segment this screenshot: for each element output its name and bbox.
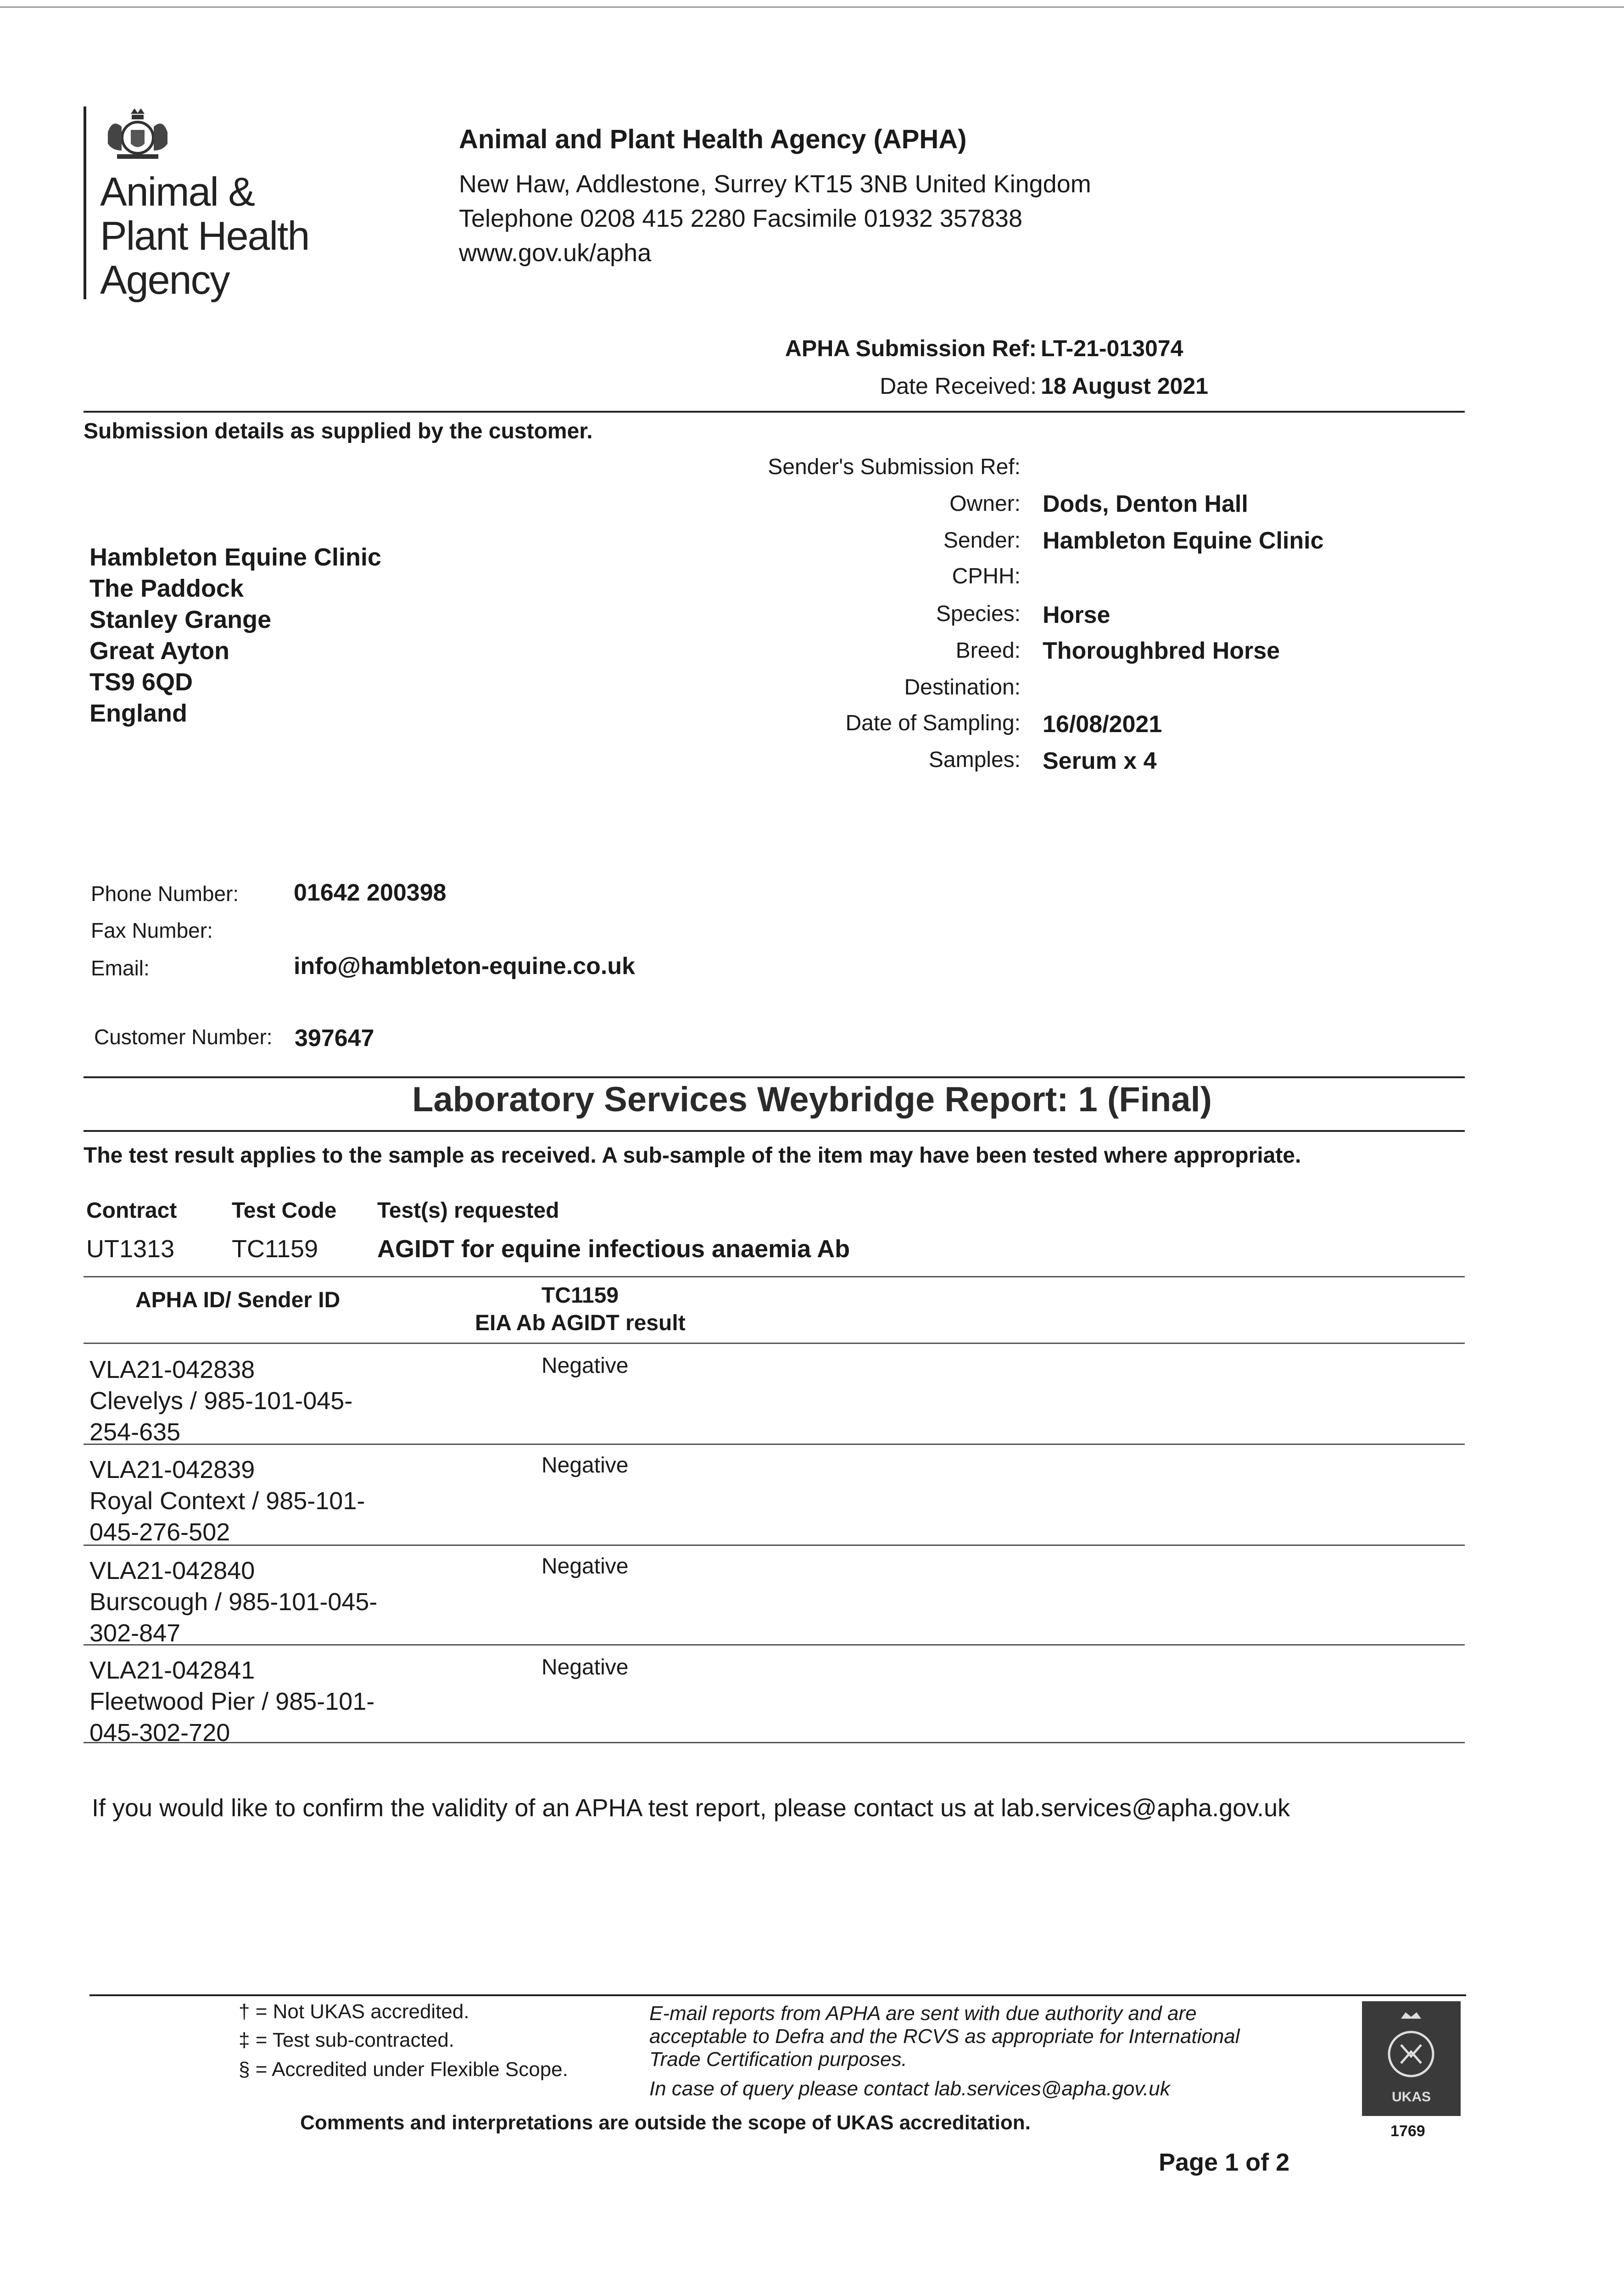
email-label: Email: bbox=[91, 956, 150, 980]
footnote-not-accredited: † = Not UKAS accredited. bbox=[239, 2000, 469, 2023]
sample-id: VLA21-042840 bbox=[89, 1557, 255, 1584]
samples-label: Samples: bbox=[928, 748, 1021, 772]
comments-note: Comments and interpretations are outside the scope of UKAS accreditation. bbox=[300, 2111, 1031, 2134]
org-website: www.gov.uk/apha bbox=[459, 239, 652, 267]
address-line: Great Ayton bbox=[89, 637, 230, 665]
sender-ref-label: Sender's Submission Ref: bbox=[768, 455, 1021, 479]
result-value: Negative bbox=[541, 1655, 629, 1679]
customer-number-value: 397647 bbox=[295, 1025, 374, 1052]
header-divider bbox=[84, 411, 1465, 413]
table-divider bbox=[84, 1545, 1465, 1546]
tests-requested-header: Test(s) requested bbox=[377, 1198, 559, 1223]
test-code-header: Test Code bbox=[232, 1198, 337, 1223]
customer-address bbox=[89, 542, 381, 729]
org-name: Animal and Plant Health Agency (APHA) bbox=[459, 124, 967, 154]
submission-details-note: Submission details as supplied by the customer. bbox=[84, 419, 593, 443]
sample-id: VLA21-042841 bbox=[89, 1657, 255, 1684]
species-label: Species: bbox=[936, 602, 1021, 626]
query-note: In case of query please contact lab.services@apha.gov.uk bbox=[649, 2077, 1170, 2100]
logo-bar bbox=[84, 106, 86, 299]
sender-id: Royal Context / 985-101- bbox=[89, 1487, 365, 1515]
result-row-id bbox=[89, 1454, 411, 1548]
result-row-id bbox=[89, 1354, 411, 1448]
species-value: Horse bbox=[1043, 602, 1111, 628]
email-note-line: acceptable to Defra and the RCVS as appropriate for International bbox=[649, 2025, 1240, 2048]
owner-label: Owner: bbox=[949, 492, 1021, 516]
footnote-flexible-scope: § = Accredited under Flexible Scope. bbox=[239, 2058, 568, 2081]
report-bottom-divider bbox=[84, 1130, 1465, 1132]
address-line: The Paddock bbox=[89, 575, 244, 602]
table-divider bbox=[84, 1644, 1465, 1646]
results-code-header: TC1159 bbox=[541, 1283, 619, 1308]
table-divider bbox=[84, 1742, 1465, 1743]
sampling-date-label: Date of Sampling: bbox=[845, 711, 1021, 735]
customer-number-label: Customer Number: bbox=[94, 1025, 273, 1049]
table-divider bbox=[84, 1343, 1465, 1344]
email-note-line: E-mail reports from APHA are sent with due authority and are bbox=[649, 2002, 1197, 2025]
logo-line-3: Agency bbox=[100, 257, 229, 302]
org-phone-fax: Telephone 0208 415 2280 Facsimile 01932 357838 bbox=[459, 205, 1022, 232]
contract-header: Contract bbox=[86, 1198, 177, 1223]
ukas-number: 1769 bbox=[1390, 2122, 1425, 2140]
sender-id: 254-635 bbox=[89, 1418, 181, 1446]
sample-id: VLA21-042839 bbox=[89, 1456, 255, 1483]
sender-id: 302-847 bbox=[89, 1619, 181, 1647]
report-top-divider bbox=[84, 1076, 1465, 1078]
sender-id: Clevelys / 985-101-045- bbox=[89, 1387, 353, 1415]
table-divider bbox=[84, 1444, 1465, 1445]
email-note-line: Trade Certification purposes. bbox=[649, 2048, 907, 2071]
breed-value: Thoroughbred Horse bbox=[1043, 638, 1280, 664]
logo-line-2: Plant Health bbox=[100, 213, 309, 258]
table-divider bbox=[84, 1276, 1465, 1277]
email-value: info@hambleton-equine.co.uk bbox=[294, 953, 636, 980]
report-title: Laboratory Services Weybridge Report: 1 (Final) bbox=[412, 1080, 1212, 1119]
breed-label: Breed: bbox=[955, 638, 1021, 663]
result-value: Negative bbox=[541, 1354, 629, 1378]
ukas-badge bbox=[1362, 2001, 1461, 2116]
submission-ref-label: APHA Submission Ref: bbox=[785, 336, 1037, 361]
sender-id: 045-276-502 bbox=[89, 1518, 230, 1546]
results-id-header: APHA ID/ Sender ID bbox=[135, 1288, 340, 1312]
result-row-id bbox=[89, 1555, 411, 1649]
footnote-subcontracted: ‡ = Test sub-contracted. bbox=[239, 2029, 455, 2051]
date-received-value: 18 August 2021 bbox=[1041, 373, 1208, 399]
fax-label: Fax Number: bbox=[91, 918, 213, 942]
address-line: England bbox=[89, 700, 187, 727]
logo-wordmark bbox=[100, 170, 309, 302]
sender-id: Burscough / 985-101-045- bbox=[89, 1588, 378, 1616]
footer-divider bbox=[89, 1994, 1466, 1996]
sender-label: Sender: bbox=[943, 528, 1021, 553]
owner-value: Dods, Denton Hall bbox=[1043, 491, 1248, 517]
royal-crest-icon bbox=[99, 105, 177, 164]
submission-ref-value: LT-21-013074 bbox=[1041, 336, 1183, 361]
phone-label: Phone Number: bbox=[91, 882, 239, 906]
destination-label: Destination: bbox=[904, 675, 1021, 700]
samples-value: Serum x 4 bbox=[1043, 748, 1157, 774]
address-line: TS9 6QD bbox=[89, 668, 193, 696]
confirm-validity-note: If you would like to confirm the validity of an APHA test report, please contact us at lab.services@apha.gov.uk bbox=[92, 1794, 1290, 1822]
page-top-edge bbox=[0, 6, 1624, 8]
page-number: Page 1 of 2 bbox=[1159, 2149, 1290, 2176]
cphh-label: CPHH: bbox=[952, 564, 1021, 588]
address-line: Stanley Grange bbox=[89, 606, 272, 633]
address-line: Hambleton Equine Clinic bbox=[89, 543, 382, 571]
sender-id: 045-302-720 bbox=[89, 1719, 230, 1746]
applies-note: The test result applies to the sample as received. A sub-sample of the item may have been tested where appropriate. bbox=[84, 1143, 1301, 1168]
phone-value: 01642 200398 bbox=[294, 879, 446, 906]
tests-requested-value: AGIDT for equine infectious anaemia Ab bbox=[377, 1235, 850, 1263]
sample-id: VLA21-042838 bbox=[89, 1356, 255, 1383]
test-code-value: TC1159 bbox=[232, 1235, 318, 1263]
results-result-header: EIA Ab AGIDT result bbox=[475, 1311, 686, 1335]
sender-value: Hambleton Equine Clinic bbox=[1043, 527, 1324, 554]
sender-id: Fleetwood Pier / 985-101- bbox=[89, 1688, 375, 1715]
result-value: Negative bbox=[541, 1554, 629, 1579]
logo-line-1: Animal & bbox=[100, 169, 255, 214]
result-row-id bbox=[89, 1655, 411, 1748]
result-value: Negative bbox=[541, 1453, 629, 1478]
ukas-badge-text: UKAS bbox=[1391, 2089, 1431, 2105]
sampling-date-value: 16/08/2021 bbox=[1043, 711, 1162, 738]
org-address: New Haw, Addlestone, Surrey KT15 3NB United Kingdom bbox=[459, 170, 1091, 198]
date-received-label: Date Received: bbox=[880, 373, 1037, 399]
contract-value: UT1313 bbox=[86, 1235, 175, 1263]
